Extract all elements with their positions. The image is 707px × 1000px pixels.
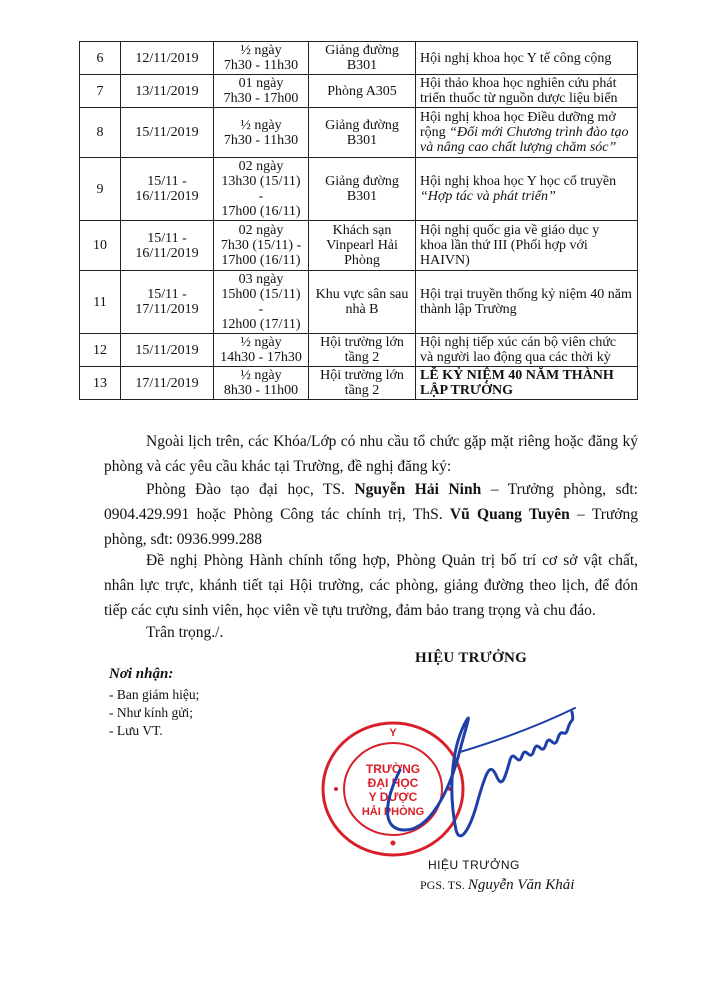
contacts-text-a: Phòng Đào tạo đại học, TS. bbox=[146, 481, 355, 498]
cell-content bbox=[416, 42, 638, 75]
cell-date-line: 16/11/2019 bbox=[135, 189, 199, 204]
cell-place-line: Phòng A305 bbox=[327, 83, 397, 99]
cell-place-line: Giảng đường bbox=[325, 43, 399, 58]
cell-number: 6 bbox=[80, 42, 121, 75]
cell-place-line: tầng 2 bbox=[344, 383, 380, 398]
cell-duration-line: ½ ngày bbox=[240, 368, 282, 383]
cell-content bbox=[416, 158, 638, 221]
stamp-line-2: ĐẠI HỌC bbox=[367, 776, 419, 790]
signer-role: HIỆU TRƯỞNG bbox=[415, 650, 528, 666]
cell-duration-line: 01 ngày bbox=[238, 76, 284, 91]
cell-date-line: 17/11/2019 bbox=[135, 375, 199, 391]
cell-number: 13 bbox=[80, 367, 121, 400]
cell-place-line: Khu vực sân sau bbox=[315, 287, 409, 302]
cell-duration-line: 17h00 (16/11) bbox=[221, 253, 301, 268]
cell-date bbox=[121, 271, 214, 334]
stamp-top-text: Y bbox=[389, 727, 397, 739]
cell-content-line: Hội nghị khoa học Y học cổ truyền bbox=[420, 174, 617, 189]
cell-content-line: HAIVN) bbox=[420, 253, 470, 268]
recipient-item: - Lưu VT. bbox=[109, 723, 163, 738]
cell-duration bbox=[214, 221, 309, 271]
cell-content bbox=[416, 334, 638, 367]
cell-place-line: B301 bbox=[346, 132, 378, 148]
cell-content bbox=[416, 271, 638, 334]
cell-place bbox=[309, 75, 416, 108]
cell-date-line: 15/11 - bbox=[147, 287, 187, 302]
table-row bbox=[80, 334, 638, 367]
cell-duration-line: 02 ngày bbox=[238, 223, 284, 238]
handwritten-signature bbox=[360, 680, 590, 855]
cell-number: 10 bbox=[80, 221, 121, 271]
cell-content bbox=[416, 221, 638, 271]
cell-duration-line: 13h30 (15/11) - bbox=[221, 174, 301, 204]
cell-date-line: 15/11/2019 bbox=[135, 342, 199, 358]
cell-date bbox=[121, 334, 214, 367]
table-row bbox=[80, 108, 638, 158]
table-row bbox=[80, 42, 638, 75]
cell-duration bbox=[214, 158, 309, 221]
cell-place bbox=[309, 158, 416, 221]
cell-date bbox=[121, 108, 214, 158]
paragraph-contacts bbox=[104, 477, 638, 552]
cell-place bbox=[309, 108, 416, 158]
cell-date bbox=[121, 221, 214, 271]
cell-date-line: 15/11/2019 bbox=[135, 125, 199, 140]
cell-place-line: B301 bbox=[346, 189, 378, 204]
content-plain: rộng bbox=[420, 125, 450, 140]
cell-duration-line: 7h30 - 17h00 bbox=[223, 91, 299, 106]
cell-place-line: Phòng bbox=[344, 253, 380, 268]
cell-content-line: “Hợp tác và phát triển” bbox=[420, 189, 556, 204]
cell-duration bbox=[214, 367, 309, 400]
cell-number: 9 bbox=[80, 158, 121, 221]
cell-date bbox=[121, 367, 214, 400]
cell-date bbox=[121, 75, 214, 108]
cell-place bbox=[309, 221, 416, 271]
cell-duration bbox=[214, 271, 309, 334]
cell-date-line: 16/11/2019 bbox=[135, 245, 199, 261]
cell-duration-line: 7h30 (15/11) - bbox=[220, 238, 302, 253]
cell-content-line: Hội trại truyền thống kỷ niệm 40 năm bbox=[420, 287, 632, 302]
cell-duration-line: ½ ngày bbox=[240, 117, 282, 133]
cell-content-line: Hội nghị quốc gia về giáo dục y bbox=[420, 223, 600, 238]
recipient-item: - Ban giám hiệu; bbox=[109, 687, 200, 702]
contact-name-2: Vũ Quang Tuyên bbox=[449, 506, 570, 523]
cell-place bbox=[309, 334, 416, 367]
cell-place-line: Khách sạn bbox=[332, 223, 392, 238]
paragraph-closing: Trân trọng./. bbox=[146, 624, 224, 641]
cell-number: 7 bbox=[80, 75, 121, 108]
cell-duration-line: 8h30 - 11h00 bbox=[223, 383, 299, 398]
cell-content-line: khoa lần thứ III (Phối hợp với bbox=[420, 238, 588, 253]
cell-place bbox=[309, 367, 416, 400]
signer-role-small: HIỆU TRƯỞNG bbox=[428, 858, 520, 872]
schedule-table bbox=[79, 41, 638, 400]
cell-duration bbox=[214, 334, 309, 367]
cell-content-line: triển thuốc từ nguồn dược liệu biển bbox=[420, 91, 618, 106]
cell-place-line: nhà B bbox=[345, 302, 379, 317]
cell-content-line: LỄ KỶ NIỆM 40 NĂM THÀNH bbox=[420, 368, 614, 383]
stamp-line-3: Y DƯỢC bbox=[368, 790, 418, 804]
cell-place bbox=[309, 271, 416, 334]
contacts-text-b: – Trưởng phòng, sđt: 0904.429.991 hoặc Phòng Công tác chính trị, ThS. bbox=[104, 481, 638, 523]
cell-date bbox=[121, 42, 214, 75]
cell-content-line: Hội nghị tiếp xúc cán bộ viên chức bbox=[420, 335, 617, 350]
cell-place-line: tầng 2 bbox=[344, 350, 380, 365]
cell-content bbox=[416, 367, 638, 400]
cell-date-line: 13/11/2019 bbox=[135, 83, 199, 99]
cell-duration-line: ½ ngày bbox=[240, 335, 282, 350]
cell-duration-line: 12h00 (17/11) bbox=[221, 317, 301, 332]
cell-duration-line: 17h00 (16/11) bbox=[221, 204, 301, 219]
cell-content-line: Hội thảo khoa học nghiên cứu phát bbox=[420, 76, 617, 91]
table-row bbox=[80, 367, 638, 400]
cell-duration-line: 02 ngày bbox=[238, 159, 284, 174]
cell-place-line: Giảng đường bbox=[325, 174, 399, 189]
contacts-text-c: – Trưởng phòng, sđt: 0936.999.288 bbox=[104, 506, 639, 548]
table-row bbox=[80, 271, 638, 334]
cell-date bbox=[121, 158, 214, 221]
cell-content-line: LẬP TRƯỜNG bbox=[420, 383, 513, 398]
signer-full-name: Nguyễn Văn Khải bbox=[467, 877, 575, 893]
recipients-list bbox=[109, 686, 199, 740]
cell-date-line: 15/11 - bbox=[147, 174, 187, 189]
cell-content-line: thành lập Trường bbox=[420, 302, 517, 317]
cell-content-line bbox=[420, 125, 633, 140]
cell-place-line: Hội trường lớn bbox=[320, 335, 404, 350]
paragraph-request: Đề nghị Phòng Hành chính tổng hợp, Phòng Quản trị bố trí cơ sở vật chất, nhân lực trực, khánh tiết tại Hội trường, các phòng, giảng đường theo lịch, để đón tiếp các cựu sinh viên, học viên về tựu trường, đảm bảo trang trọng và chu đáo. bbox=[104, 552, 638, 619]
paragraph-registration: Ngoài lịch trên, các Khóa/Lớp có nhu cầu tổ chức gặp mặt riêng hoặc đăng ký phòng và các yêu cầu khác tại Trường, đề nghị đăng ký: bbox=[104, 433, 638, 475]
signer-title-prefix: PGS. TS. bbox=[420, 878, 468, 892]
cell-number: 11 bbox=[80, 271, 121, 334]
cell-duration-line: 7h30 - 11h30 bbox=[223, 132, 299, 148]
recipient-item: - Như kính gửi; bbox=[109, 705, 194, 720]
cell-place-line: Hội trường lớn bbox=[320, 368, 404, 383]
cell-place-line: Vinpearl Hải bbox=[326, 238, 398, 253]
stamp-line-4: HẢI PHÒNG bbox=[361, 806, 425, 818]
cell-date-line: 12/11/2019 bbox=[135, 50, 199, 66]
cell-duration-line: 7h30 - 11h30 bbox=[223, 58, 299, 73]
cell-content-line: và nâng cao chất lượng chăm sóc” bbox=[420, 140, 617, 155]
signer-name bbox=[420, 877, 574, 894]
cell-number: 8 bbox=[80, 108, 121, 158]
cell-content bbox=[416, 108, 638, 158]
cell-content bbox=[416, 75, 638, 108]
cell-number: 12 bbox=[80, 334, 121, 367]
contact-name-1: Nguyễn Hải Ninh bbox=[354, 481, 482, 498]
cell-date-line: 15/11 - bbox=[147, 230, 187, 246]
table-row bbox=[80, 221, 638, 271]
table-row bbox=[80, 158, 638, 221]
content-italic: “Đổi mới Chương trình đào tạo bbox=[449, 125, 629, 140]
cell-duration-line: ½ ngày bbox=[240, 43, 282, 58]
cell-duration bbox=[214, 75, 309, 108]
cell-content-line: Hội nghị khoa học Điều dưỡng mở bbox=[420, 110, 616, 125]
cell-place-line: Giảng đường bbox=[325, 117, 399, 133]
cell-place bbox=[309, 42, 416, 75]
table-row bbox=[80, 75, 638, 108]
cell-duration bbox=[214, 42, 309, 75]
cell-duration-line: 14h30 - 17h30 bbox=[220, 350, 302, 365]
cell-duration-line: 15h00 (15/11) - bbox=[221, 287, 301, 317]
cell-place-line: B301 bbox=[346, 58, 378, 73]
recipients-title: Nơi nhận: bbox=[109, 666, 174, 682]
cell-content-line: và người lao động qua các thời kỳ bbox=[420, 350, 611, 365]
cell-date-line: 17/11/2019 bbox=[135, 302, 199, 317]
cell-content-line: Hội nghị khoa học Y tế công cộng bbox=[420, 50, 612, 66]
cell-duration bbox=[214, 108, 309, 158]
cell-duration-line: 03 ngày bbox=[238, 272, 284, 287]
stamp-line-1: TRƯỜNG bbox=[365, 762, 421, 776]
